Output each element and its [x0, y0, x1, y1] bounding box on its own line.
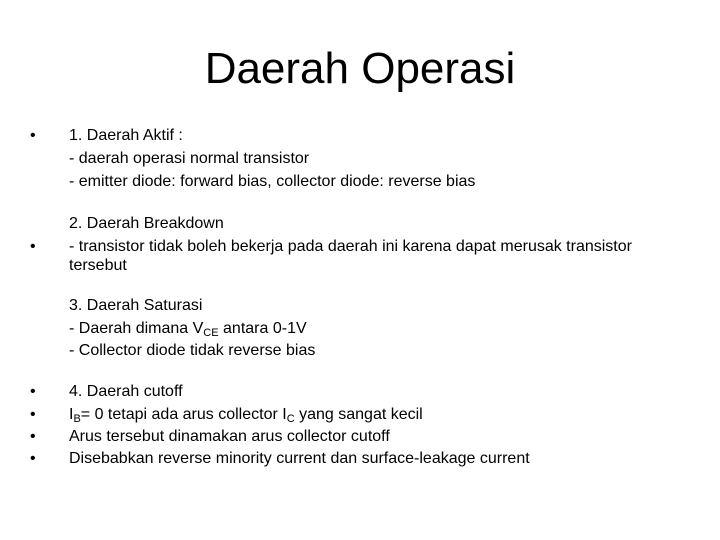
section-cutoff-line-2: Arus tersebut dinamakan arus collector cutoff — [69, 428, 390, 445]
ic-text: = 0 tetapi ada arus collector I — [80, 406, 287, 423]
ib-text: I — [69, 406, 74, 423]
bullet: • — [30, 238, 36, 255]
vce-subscript: CE — [203, 327, 219, 339]
section-breakdown-line-2: tersebut — [69, 257, 127, 274]
ib-subscript: B — [73, 413, 81, 425]
vce-text-pre: - Daerah dimana V — [69, 320, 204, 337]
section-cutoff-line-1 — [69, 405, 423, 425]
section-breakdown-line-1: - transistor tidak boleh bekerja pada daerah ini karena dapat merusak transistor — [69, 238, 632, 255]
bullet: • — [30, 450, 36, 467]
ic-subscript: C — [286, 413, 295, 425]
section-saturasi-heading: 3. Daerah Saturasi — [69, 297, 203, 314]
page-title: Daerah Operasi — [204, 44, 516, 93]
section-cutoff-heading: 4. Daerah cutoff — [69, 383, 183, 400]
section-aktif-heading: 1. Daerah Aktif : — [69, 127, 183, 144]
section-aktif-line-1: - daerah operasi normal transistor — [69, 150, 310, 167]
bullet: • — [30, 406, 36, 423]
cutoff-text-end: yang sangat kecil — [294, 406, 423, 423]
section-saturasi-line-1 — [69, 319, 307, 339]
vce-text-post: antara 0-1V — [218, 320, 307, 337]
bullet: • — [30, 127, 36, 144]
section-aktif-line-2: - emitter diode: forward bias, collector diode: reverse bias — [69, 173, 476, 190]
bullet: • — [30, 428, 36, 445]
section-saturasi-line-2: - Collector diode tidak reverse bias — [69, 342, 316, 359]
section-cutoff-line-3: Disebabkan reverse minority current dan surface-leakage current — [69, 450, 530, 467]
section-breakdown-heading: 2. Daerah Breakdown — [69, 215, 224, 232]
bullet: • — [30, 383, 36, 400]
